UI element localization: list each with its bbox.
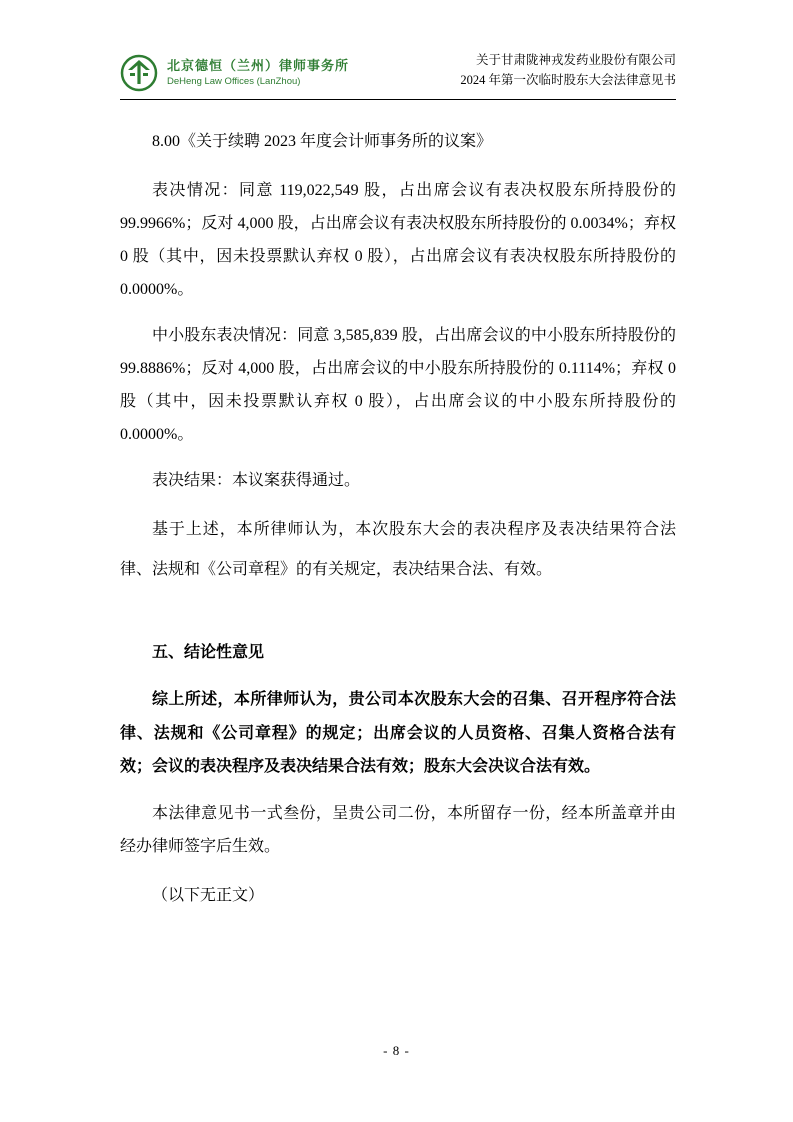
deheng-logo-icon bbox=[120, 54, 158, 92]
page-header bbox=[120, 50, 676, 92]
doc-title-line2: 2024 年第一次临时股东大会法律意见书 bbox=[460, 73, 676, 87]
page-footer bbox=[0, 1043, 793, 1059]
conclusion-section-heading: 五、结论性意见 bbox=[152, 644, 265, 661]
minority-shareholder-paragraph: 中小股东表决情况：同意 3,585,839 股，占出席会议的中小股东所持股份的99.8886%；反对 4,000 股，占出席会议的中小股东所持股份的 0.1114%；弃权 0股（其中，因未投票默认弃权 0 股），占出席会议的中小股东所持股份的 0.0000%。 bbox=[120, 327, 676, 443]
page-number: - 8 - bbox=[383, 1043, 410, 1058]
document-body bbox=[120, 100, 676, 912]
proposal-title: 8.00《关于续聘 2023 年度会计师事务所的议案》 bbox=[152, 133, 493, 150]
copies-paragraph: 本法律意见书一式叁份，呈贵公司二份，本所留存一份，经本所盖章并由经办律师签字后生效。 bbox=[120, 804, 676, 855]
result-paragraph: 表决结果：本议案获得通过。 bbox=[152, 472, 361, 489]
firm-name-cn: 北京德恒（兰州）律师事务所 bbox=[167, 58, 350, 73]
doc-title-line1: 关于甘肃陇神戎发药业股份有限公司 bbox=[475, 53, 676, 67]
voting-result-paragraph: 表决情况：同意 119,022,549 股，占出席会议有表决权股东所持股份的99.9966%；反对 4,000 股，占出席会议有表决权股东所持股份的 0.0034%；弃权0 股（其中，因未投票默认弃权 0 股），占出席会议有表决权股东所持股份的0.0000%。 bbox=[120, 182, 676, 298]
firm-name-en: DeHeng Law Offices (LanZhou) bbox=[167, 76, 301, 87]
no-more-text-notice: （以下无正文） bbox=[152, 886, 265, 904]
firm-names bbox=[167, 57, 349, 89]
conclusion-summary-paragraph: 综上所述，本所律师认为，贵公司本次股东大会的召集、召开程序符合法律、法规和《公司章程》的规定；出席会议的人员资格、召集人资格合法有效；会议的表决程序及表决结果合法有效；股东大会决议合法有效。 bbox=[120, 691, 676, 775]
lawyer-opinion-paragraph: 基于上述，本所律师认为，本次股东大会的表决程序及表决结果符合法律、法规和《公司章程》的有关规定，表决结果合法、有效。 bbox=[120, 521, 676, 578]
document-title-block bbox=[460, 50, 676, 92]
firm-identity bbox=[120, 54, 349, 92]
